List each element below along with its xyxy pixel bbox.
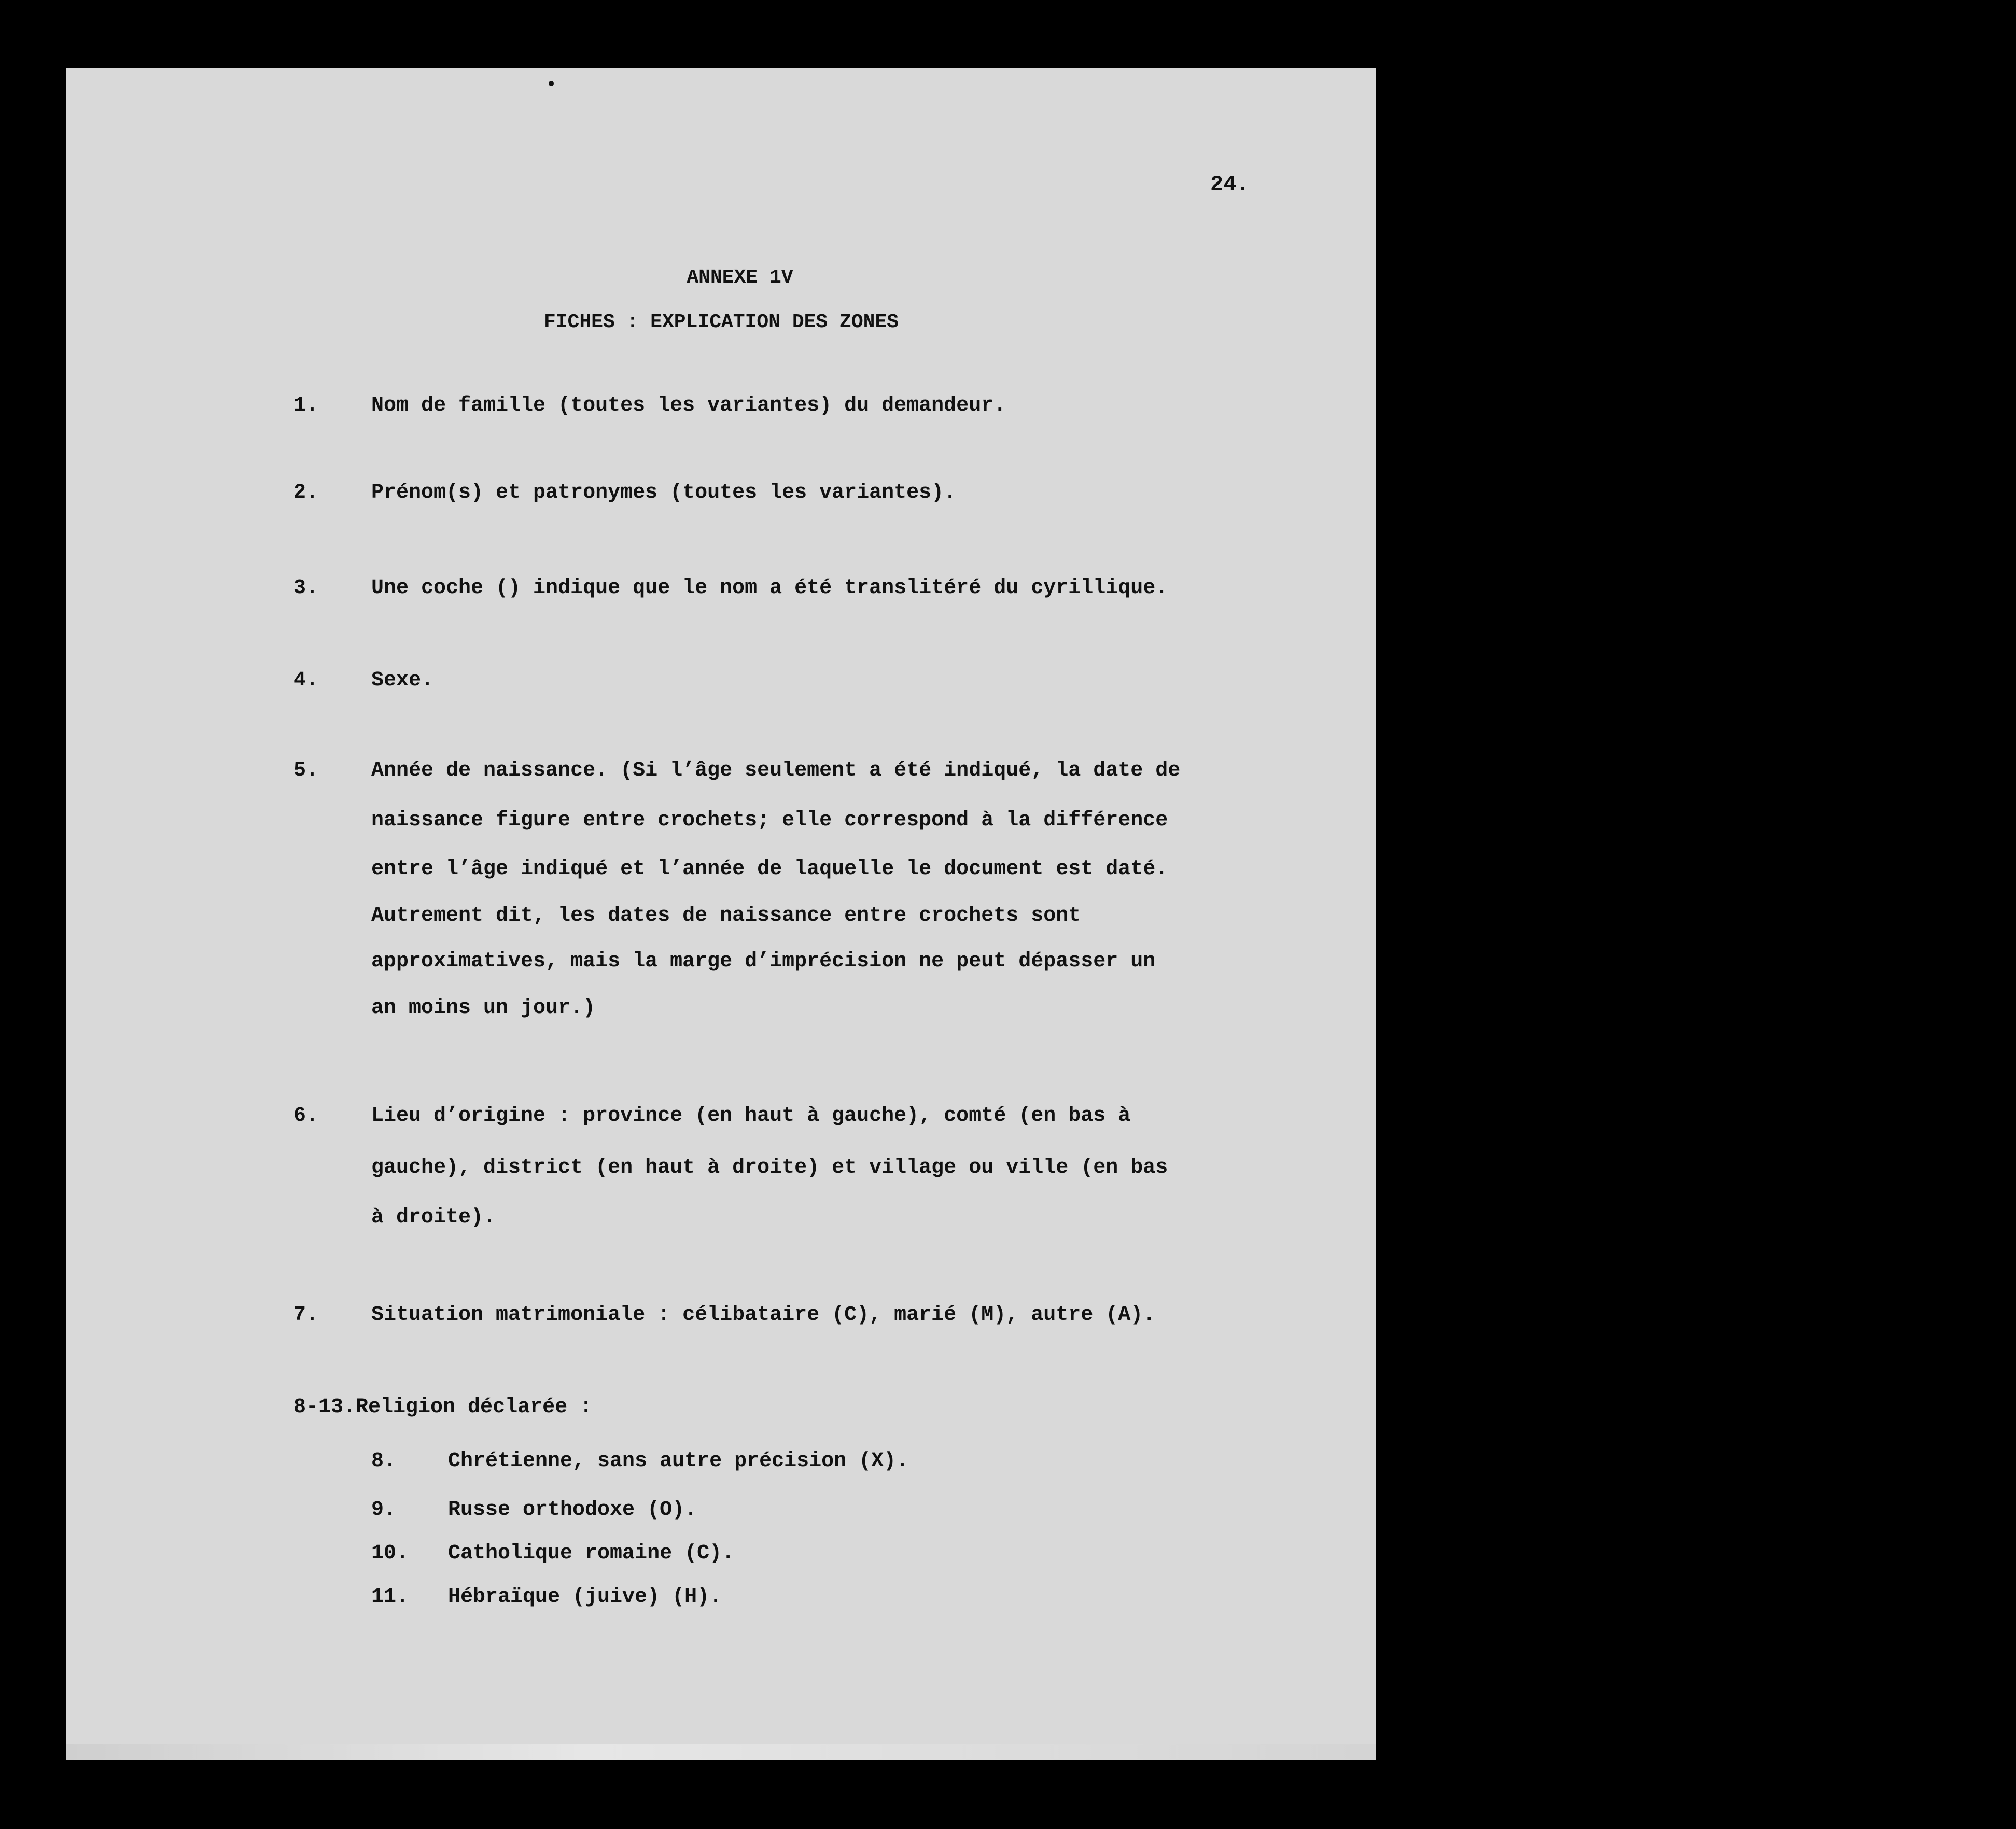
item-text-line: an moins un jour.) bbox=[371, 996, 596, 1020]
item-text: Prénom(s) et patronymes (toutes les variantes). bbox=[371, 481, 957, 504]
item-number: 3. bbox=[293, 576, 319, 600]
item-text: Sexe. bbox=[371, 669, 434, 692]
item-number: 2. bbox=[293, 481, 319, 504]
item-text: Catholique romaine (C). bbox=[448, 1542, 735, 1565]
item-number: 11. bbox=[371, 1585, 409, 1609]
item-number: 4. bbox=[293, 669, 319, 692]
item-number: 8. bbox=[371, 1450, 397, 1473]
item-text-line: à droite). bbox=[371, 1206, 496, 1229]
item-text: Chrétienne, sans autre précision (X). bbox=[448, 1450, 909, 1473]
item-number: 9. bbox=[371, 1498, 397, 1522]
item-text: Situation matrimoniale : célibataire (C), marié (M), autre (A). bbox=[371, 1303, 1156, 1327]
item-text: Nom de famille (toutes les variantes) du demandeur. bbox=[371, 394, 1006, 417]
annex-subtitle: FICHES : EXPLICATION DES ZONES bbox=[543, 311, 899, 333]
item-number: 10. bbox=[371, 1542, 409, 1565]
religion-heading: 8-13.Religion déclarée : bbox=[293, 1396, 593, 1419]
item-text-line: gauche), district (en haut à droite) et village ou ville (en bas bbox=[371, 1156, 1168, 1179]
item-text: Une coche () indique que le nom a été translitéré du cyrillique. bbox=[371, 576, 1168, 600]
item-number: 5. bbox=[293, 759, 319, 782]
item-text-line: Lieu d’origine : province (en haut à gauche), comté (en bas à bbox=[371, 1104, 1131, 1128]
item-number: 7. bbox=[293, 1303, 319, 1327]
item-text-line: Année de naissance. (Si l’âge seulement a été indiqué, la date de bbox=[371, 759, 1181, 782]
item-text-line: Autrement dit, les dates de naissance entre crochets sont bbox=[371, 904, 1081, 927]
item-text-line: entre l’âge indiqué et l’année de laquelle le document est daté. bbox=[371, 857, 1168, 881]
annex-title: ANNEXE 1V bbox=[687, 266, 793, 289]
item-text-line: naissance figure entre crochets; elle correspond à la différence bbox=[371, 809, 1168, 832]
item-text: Hébraïque (juive) (H). bbox=[448, 1585, 722, 1609]
item-text: Russe orthodoxe (O). bbox=[448, 1498, 697, 1522]
item-number: 6. bbox=[293, 1104, 319, 1128]
item-text-line: approximatives, mais la marge d’imprécision ne peut dépasser un bbox=[371, 950, 1156, 973]
scan-speck bbox=[549, 81, 554, 86]
scan-bottom-edge bbox=[66, 1744, 1376, 1760]
item-number: 1. bbox=[293, 394, 319, 417]
page-number: 24. bbox=[1210, 172, 1250, 197]
document-page bbox=[66, 68, 1376, 1760]
